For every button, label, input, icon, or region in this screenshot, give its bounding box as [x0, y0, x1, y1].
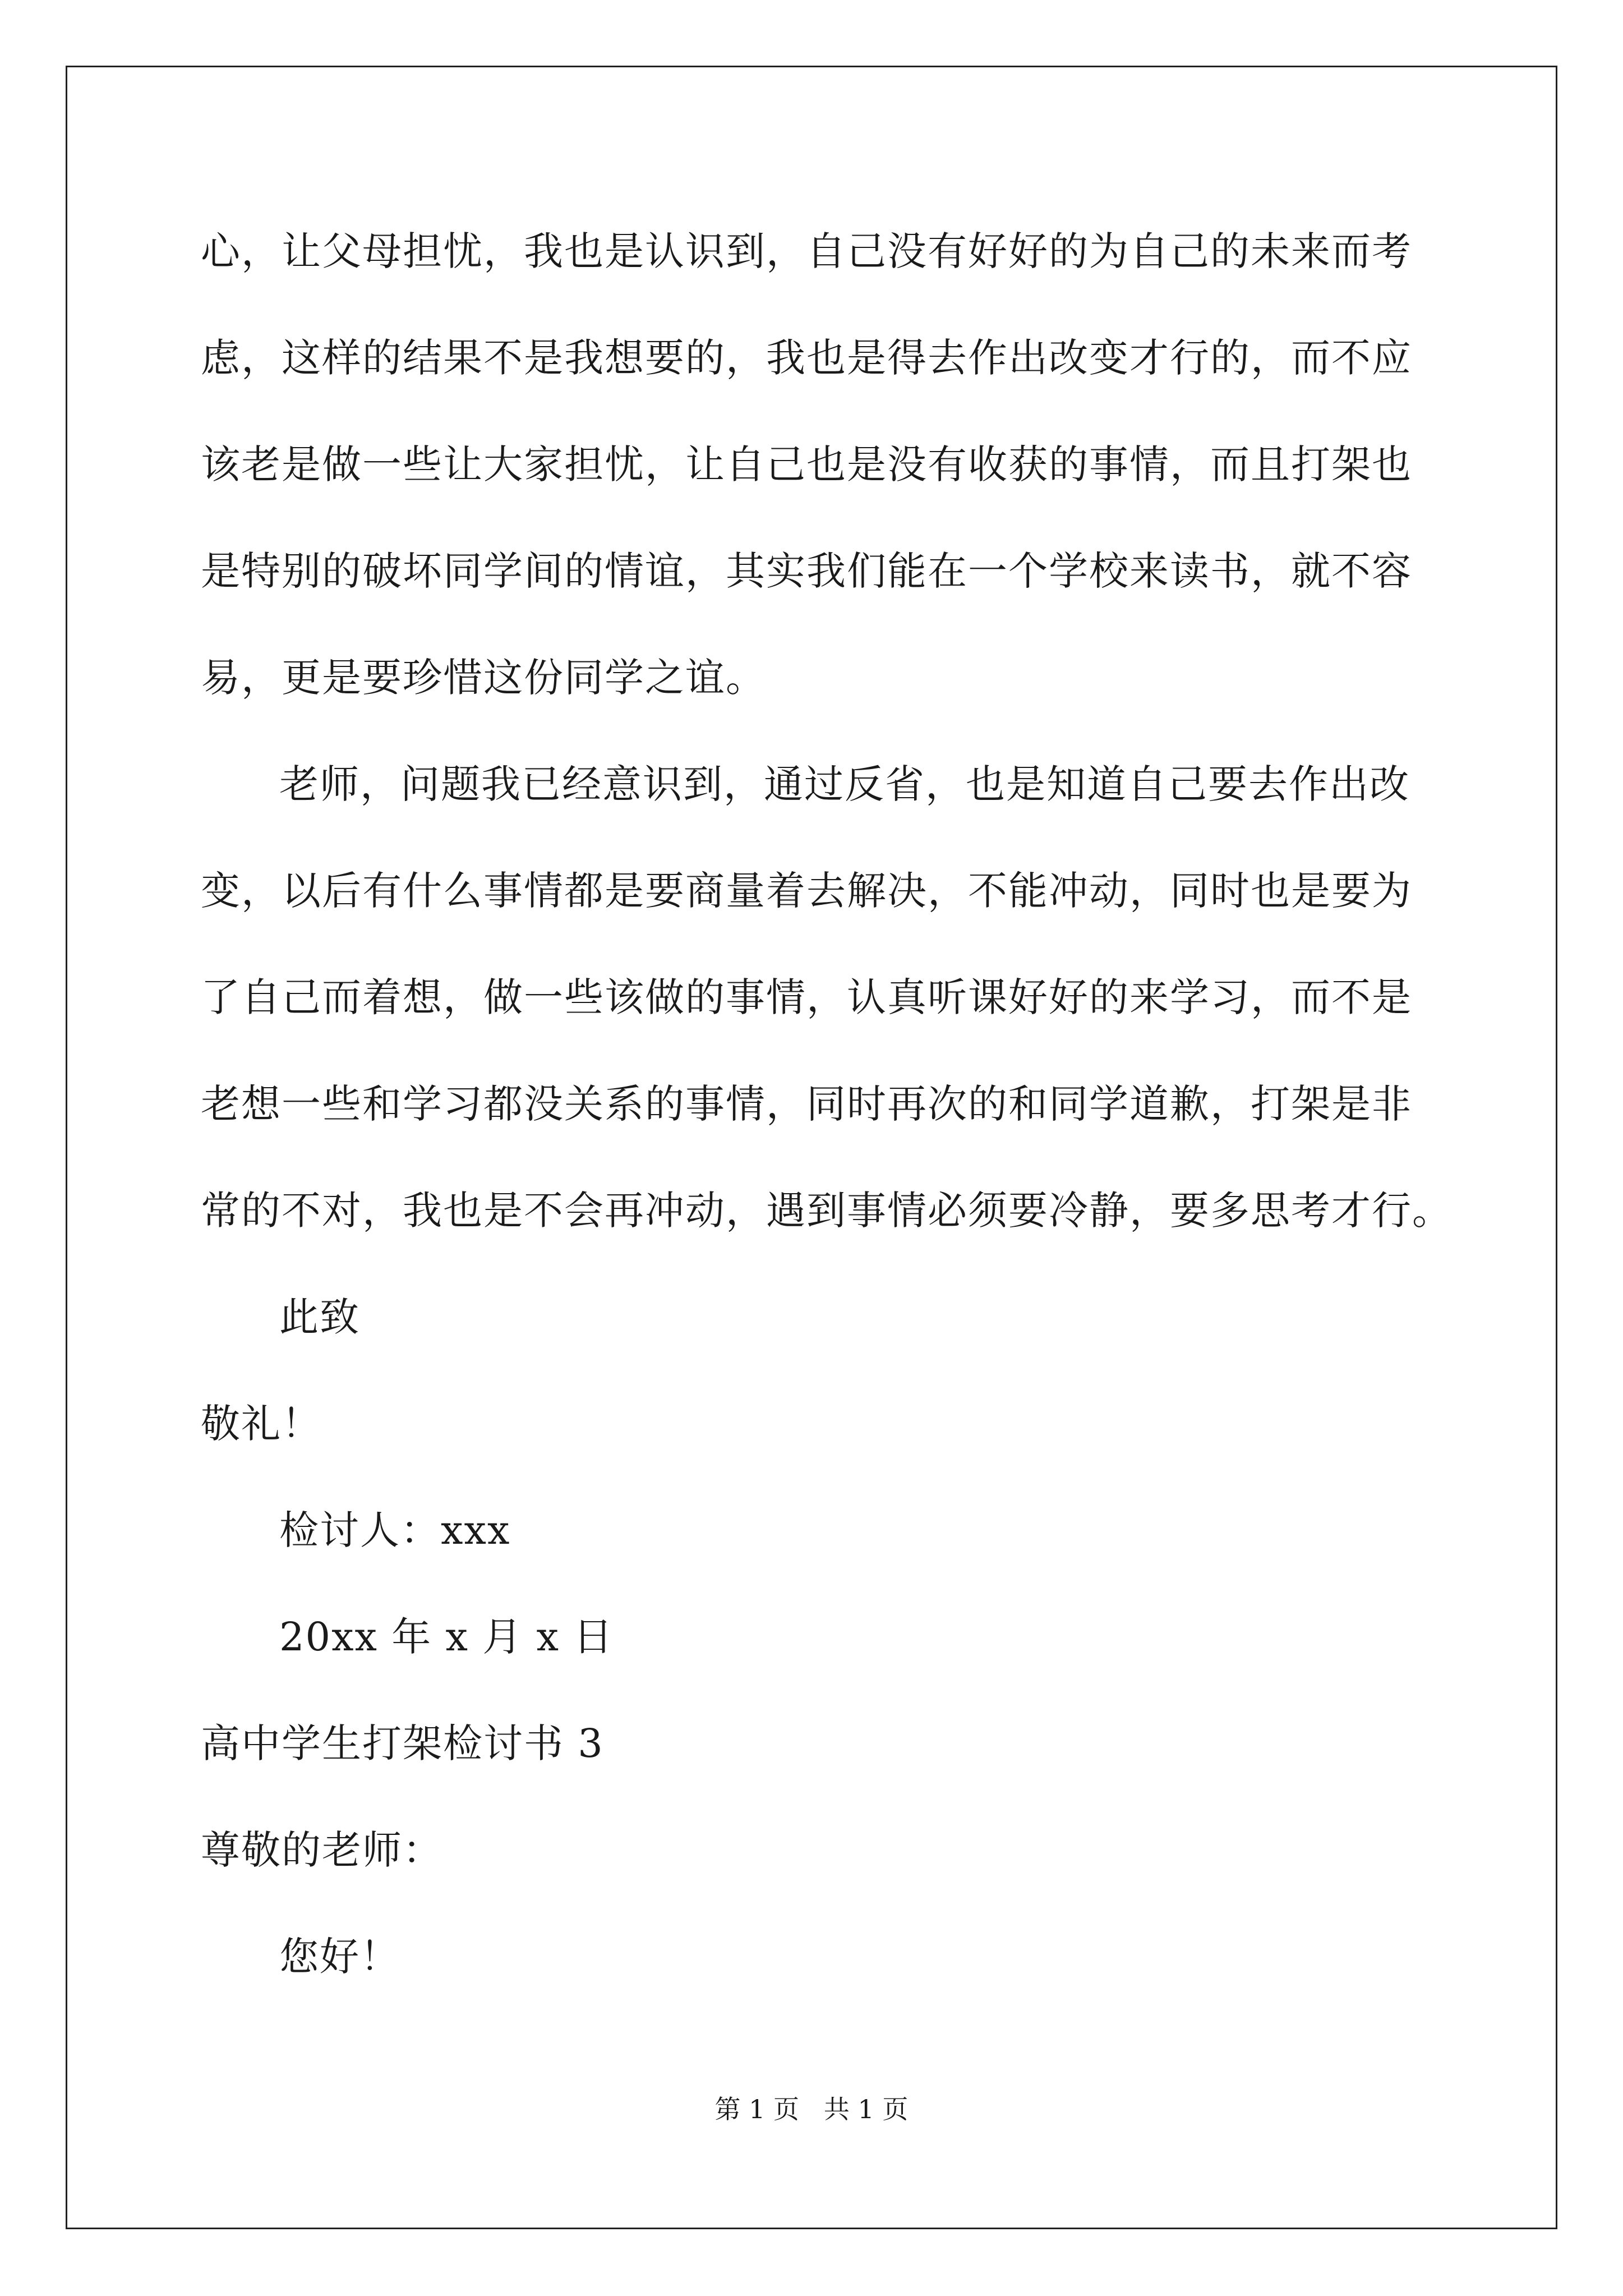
paragraph-start: 老师，问题我已经意识到，通过反省，也是知道自己要去作出改: [279, 761, 1410, 807]
greeting-recipient: 尊敬的老师：: [201, 1827, 443, 1873]
closing-regards: 敬礼！: [201, 1401, 322, 1447]
text-line: 虑，这样的结果不是我想要的，我也是得去作出改变才行的，而不应: [201, 335, 1412, 381]
document-body: [201, 213, 1453, 2025]
text-line: 了自己而着想，做一些该做的事情，认真听课好好的来学习，而不是: [201, 974, 1412, 1020]
text-line: 易，更是要珍惜这份同学之谊。: [201, 655, 766, 701]
page-number-footer: 第 1 页 共 1 页: [714, 2094, 909, 2124]
section-title: 高中学生打架检讨书 3: [201, 1720, 604, 1766]
text-line: 该老是做一些让大家担忧，让自己也是没有收获的事情，而且打架也: [201, 441, 1412, 487]
signature-line: 检讨人：xxx: [279, 1507, 511, 1553]
closing-salutation: 此致: [279, 1294, 360, 1340]
text-line: 老想一些和学习都没关系的事情，同时再次的和同学道歉，打架是非: [201, 1081, 1412, 1127]
greeting: 您好！: [279, 1934, 400, 1980]
text-line: 常的不对，我也是不会再冲动，遇到事情必须要冷静，要多思考才行。: [201, 1188, 1453, 1234]
date-line: 20xx 年 x 月 x 日: [279, 1614, 614, 1660]
text-line: 是特别的破坏同学间的情谊，其实我们能在一个学校来读书，就不容: [201, 548, 1412, 594]
text-line: 变，以后有什么事情都是要商量着去解决，不能冲动，同时也是要为: [201, 868, 1412, 914]
text-line: 心，让父母担忧，我也是认识到，自己没有好好的为自己的未来而考: [201, 228, 1412, 274]
